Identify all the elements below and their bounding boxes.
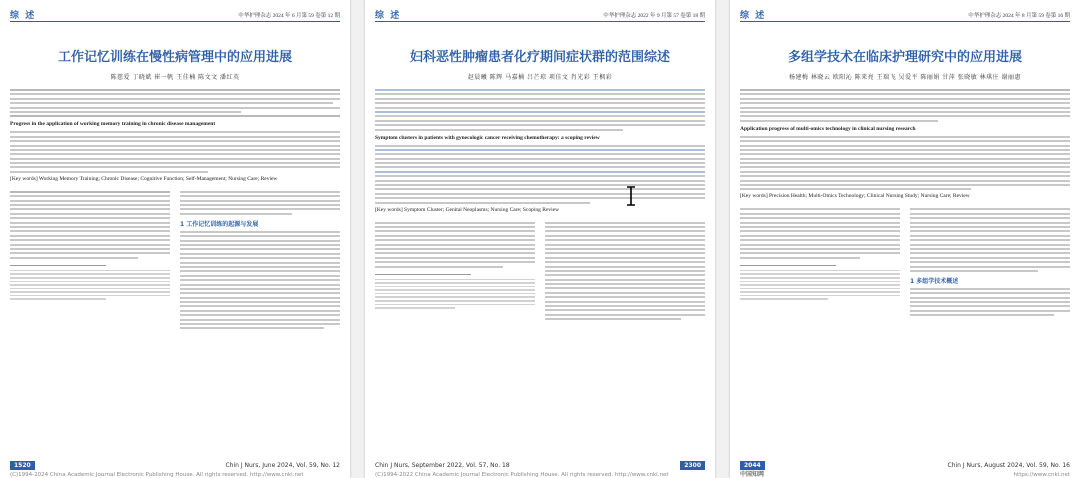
abstract-block	[10, 89, 340, 117]
article-title: 工作记忆训练在慢性病管理中的应用进展	[57, 49, 292, 64]
body-column-right	[545, 222, 705, 323]
section-heading: 1 多组学技术概述	[910, 277, 959, 285]
article-page-1[interactable]	[0, 0, 350, 478]
page-number: 2300	[680, 461, 705, 470]
page-header	[375, 3, 705, 22]
body-column-right	[180, 191, 340, 332]
article-authors: 陈慈爱 丁晓斌 崔一帆 王佳楠 陈文文 潘红英	[110, 74, 240, 81]
journal-issue: 中华护理杂志 2024 年 8 月第 59 卷第 16 期	[968, 13, 1070, 19]
footnote	[740, 270, 900, 300]
body-column-left	[740, 208, 900, 318]
footer-journal: Chin J Nurs, June 2024, Vol. 59, No. 12	[225, 462, 340, 469]
abstract-block	[740, 89, 1070, 122]
footer-journal: Chin J Nurs, August 2024, Vol. 59, No. 16	[947, 462, 1070, 469]
page-header	[740, 3, 1070, 22]
footnote	[10, 270, 170, 300]
body-column-right	[910, 208, 1070, 318]
body-column-left	[10, 191, 170, 332]
english-abstract	[375, 145, 705, 204]
article-page-2[interactable]	[365, 0, 715, 478]
article-authors: 赵晨曦 陈辉 马嘉楠 吕芒琼 项佳文 肖光彩 王枫彩	[467, 74, 613, 81]
page-footer	[375, 461, 705, 470]
article-authors: 杨建梅 林晓云 欧阳沁 陈来亮 王瑞飞 吴爱平 陈丽娟 甘萍 张晓敏 林琪庄 谢丽惠	[788, 74, 1022, 81]
section-label: 综 述	[375, 10, 402, 20]
copyright-notice: (C)1994-2024 China Academic Journal Electronic Publishing House. All rights reserved. http://www.cnki.net	[10, 472, 304, 478]
journal-issue: 中华护理杂志 2024 年 6 月第 59 卷第 12 期	[238, 13, 340, 19]
article-title: 妇科恶性肿瘤患者化疗期间症状群的范围综述	[409, 49, 670, 64]
page-footer	[10, 461, 340, 470]
body-columns	[375, 222, 705, 323]
journal-issue: 中华护理杂志 2022 年 9 月第 57 卷第 18 期	[603, 13, 705, 19]
english-title: Symptom clusters in patients with gynecologic cancer receiving chemotherapy: a scoping review	[375, 134, 600, 141]
article-title: 多组学技术在临床护理研究中的应用进展	[787, 49, 1022, 64]
section-label: 综 述	[10, 10, 37, 20]
english-title: Application progress of multi-omics technology in clinical nursing research	[740, 125, 916, 132]
section-label: 综 述	[740, 10, 767, 20]
text-cursor-icon	[624, 186, 638, 206]
page-number: 1520	[10, 461, 35, 470]
english-keywords: [Key words] Precision Health; Multi-Omics Technology; Clinical Nursing Study; Nursing Care; Review	[740, 193, 970, 200]
english-keywords: [Key words] Working Memory Training; Chronic Disease; Cognitive Function; Self-Management; Nursing Care; Review	[10, 175, 278, 182]
english-abstract	[740, 136, 1070, 191]
english-title: Progress in the application of working memory training in chronic disease management	[10, 121, 216, 128]
section-heading: 1 工作记忆训练的起源与发展	[180, 220, 259, 228]
english-abstract	[10, 131, 340, 173]
footnote	[375, 279, 535, 309]
page-number: 2044	[740, 461, 765, 470]
body-column-left	[375, 222, 535, 323]
footer-journal: Chin J Nurs, September 2022, Vol. 57, No. 18	[375, 462, 510, 469]
copyright-notice: (C)1994-2022 China Academic Journal Electronic Publishing House. All rights reserved. http://www.cnki.net	[375, 472, 669, 478]
body-columns	[10, 191, 340, 332]
body-columns	[740, 208, 1070, 318]
abstract-block	[375, 89, 705, 131]
cnki-brand: 中国知网	[740, 471, 765, 478]
article-page-3[interactable]	[730, 0, 1080, 478]
cnki-url[interactable]: https://www.cnki.net	[1013, 472, 1070, 478]
page-header	[10, 3, 340, 22]
page-footer	[740, 461, 1070, 470]
english-keywords: [Key words] Symptom Cluster; Genital Neoplasms; Nursing Care; Scoping Review	[375, 206, 560, 213]
